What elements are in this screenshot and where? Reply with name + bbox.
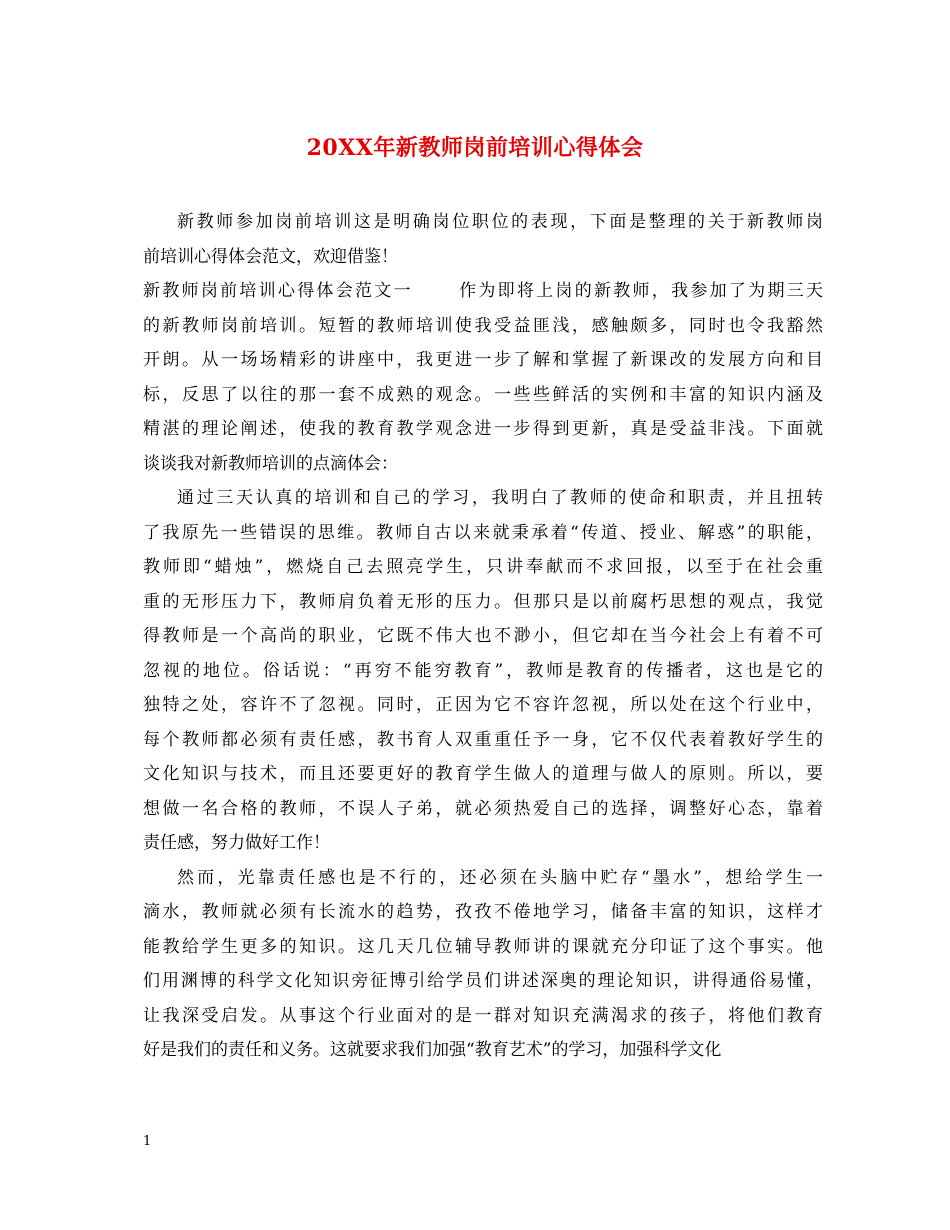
paragraph-line: 重的无形压力下，教师肩负着无形的压力。但那只是以前腐朽思想的观点，我觉 [143, 591, 823, 612]
paragraph-line: 通过三天认真的培训和自己的学习，我明白了教师的使命和职责，并且扭转 [177, 488, 823, 508]
paragraph [143, 481, 823, 861]
paragraph-line: 开朗。从一场场精彩的讲座中，我更进一步了解和掌握了新课改的发展方向和目 [143, 350, 823, 370]
paragraph-line: 让我深受启发。从事这个行业面对的是一群对知识充满渴求的孩子，将他们教育 [143, 1005, 823, 1026]
paragraph-line: 得教师是一个高尚的职业，它既不伟大也不渺小，但它却在当今社会上有着不可 [143, 626, 823, 646]
paragraph-line: 了我原先一些错误的思维。教师自古以来就秉承着“传道、授业、解惑”的职能， [143, 522, 823, 543]
paragraph-line: 能教给学生更多的知识。这几天几位辅导教师讲的课就充分印证了这个事实。他 [143, 936, 823, 957]
paragraph-line: 的新教师岗前培训。短暂的教师培训使我受益匪浅，感触颇多，同时也令我豁然 [143, 315, 823, 336]
paragraph-line: 好是我们的责任和义务。这就要求我们加强“教育艺术”的学习，加强科学文化 [143, 1040, 722, 1060]
paragraph-line: 想做一名合格的教师，不误人子弟，就必须热爱自己的选择，调整好心态，靠着 [143, 798, 823, 819]
paragraph [143, 205, 823, 274]
document-body [143, 205, 823, 1068]
paragraph-line: 新教师参加岗前培训这是明确岗位职位的表现，下面是整理的关于新教师岗 [177, 212, 823, 232]
paragraph-line: 忽视的地位。俗话说：“再穷不能穷教育”，教师是教育的传播者，这也是它的 [143, 660, 823, 681]
paragraph-line: 教师即“蜡烛”，燃烧自己去照亮学生，只讲奉献而不求回报，以至于在社会重 [143, 557, 823, 577]
paragraph-line: 每个教师都必须有责任感，教书育人双重重任予一身，它不仅代表着教好学生的 [143, 729, 823, 750]
paragraph-line: 责任感，努力做好工作！ [143, 833, 330, 853]
paragraph-line: 们用渊博的科学文化知识旁征博引给学员们讲述深奥的理论知识，讲得通俗易懂， [143, 971, 823, 991]
paragraph [143, 274, 823, 481]
paragraph-line: 前培训心得体会范文，欢迎借鉴！ [143, 246, 398, 267]
page-number: 1 [143, 1134, 152, 1149]
paragraph-line: 独特之处，容许不了忽视。同时，正因为它不容许忽视，所以处在这个行业中， [143, 695, 823, 715]
paragraph-line: 精湛的理论阐述，使我的教育教学观念进一步得到更新，真是受益非浅。下面就 [143, 419, 823, 439]
paragraph-line: 滴水，教师就必须有长流水的趋势，孜孜不倦地学习，储备丰富的知识，这样才 [143, 902, 823, 922]
paragraph-line: 文化知识与技术，而且还要更好的教育学生做人的道理与做人的原则。所以，要 [143, 764, 823, 784]
document-title: 20XX年新教师岗前培训心得体会 [306, 135, 644, 161]
paragraph [143, 861, 823, 1068]
paragraph-line: 谈谈我对新教师培训的点滴体会： [143, 453, 398, 474]
paragraph-line: 标，反思了以往的那一套不成熟的观念。一些些鲜活的实例和丰富的知识内涵及 [143, 384, 823, 405]
paragraph-line: 新教师岗前培训心得体会范文一 作为即将上岗的新教师，我参加了为期三天 [143, 281, 823, 301]
paragraph-line: 然而，光靠责任感也是不行的，还必须在头脑中贮存“墨水”，想给学生一 [177, 867, 823, 888]
